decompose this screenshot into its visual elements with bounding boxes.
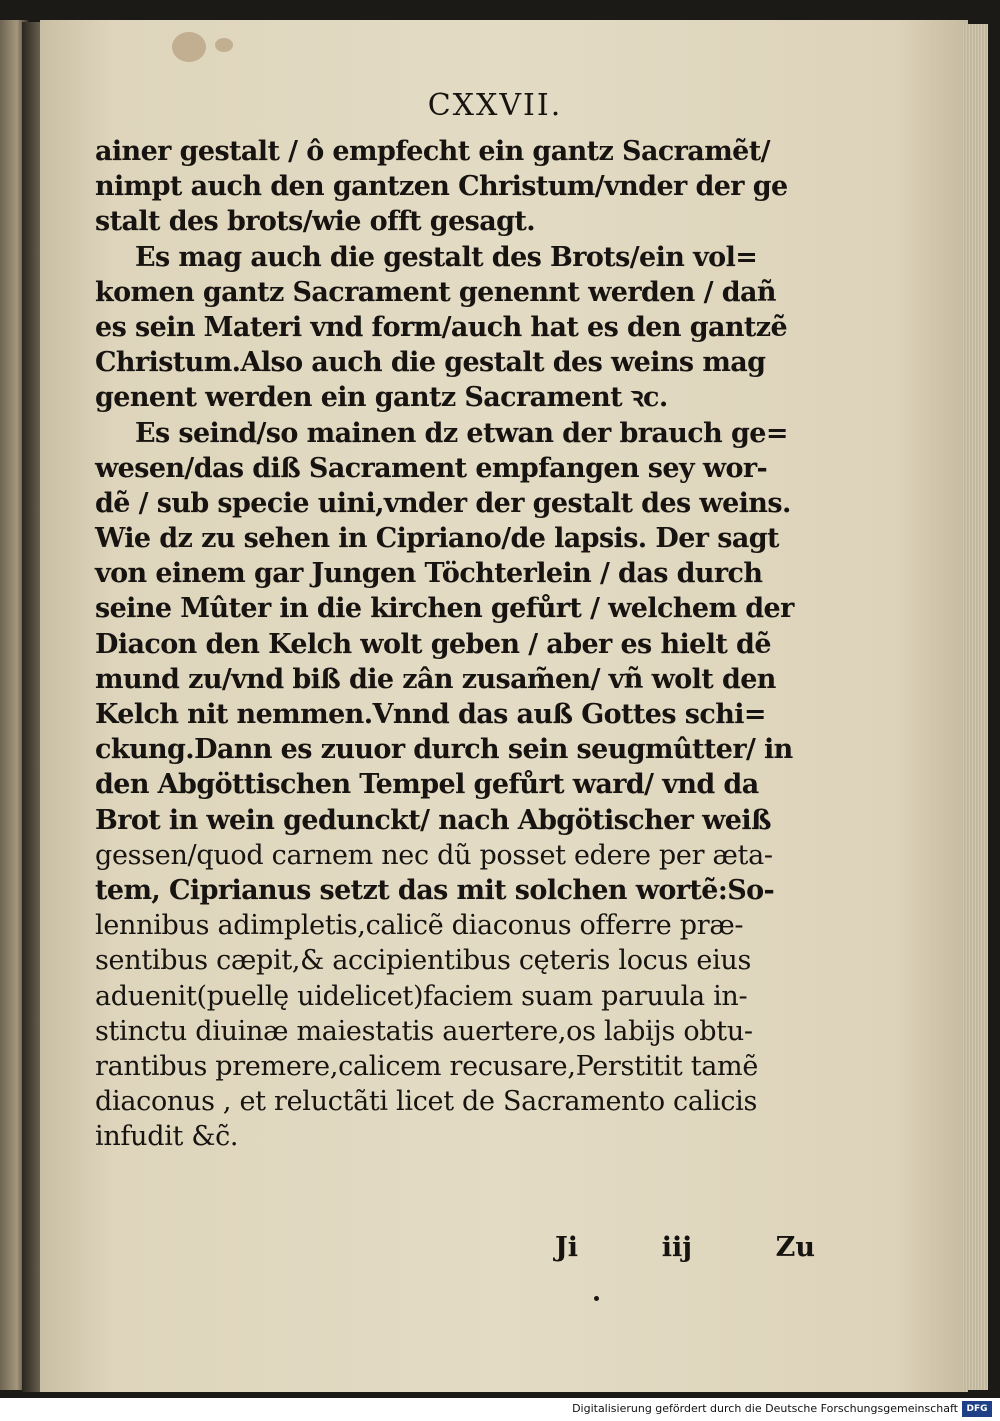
text-line: es sein Materi vnd form/auch hat es den gantzẽ [95, 311, 788, 343]
text-line: diaconus , et reluctãti licet de Sacramento calicis [95, 1086, 758, 1118]
text-line: gessen/quod carnem nec dũ posset edere per æta- [95, 839, 773, 871]
text-line: nimpt auch den gantzen Christum/vnder der ge [95, 171, 788, 203]
paper-stain [215, 38, 233, 52]
text-line: Es seind/so mainen dz etwan der brauch ge= [135, 417, 788, 449]
text-line: ainer gestalt / ô empfecht ein gantz Sacramẽt/ [95, 136, 770, 167]
page-edges [962, 24, 988, 1390]
signature-line [555, 1232, 815, 1263]
signature-mark: Ji [555, 1232, 579, 1263]
text-line: aduenit(puellę uidelicet)faciem suam paruula in- [95, 980, 748, 1012]
text-line: Es mag auch die gestalt des Brots/ein vol= [135, 241, 758, 273]
text-line: infudit &c̃. [95, 1121, 239, 1153]
text-line: sentibus cæpit,& accipientibus cęteris locus eius [95, 945, 752, 977]
dfg-logo: DFG [962, 1401, 992, 1417]
text-line: genent werden ein gantz Sacrament ꝛc. [95, 382, 668, 414]
text-line: Kelch nit nemmen.Vnnd das auß Gottes schi= [95, 699, 766, 730]
text-line: komen gantz Sacrament genennt werden / dañ [95, 276, 776, 308]
text-line: stalt des brots/wie offt gesagt. [95, 206, 536, 238]
text-line: dẽ / sub specie uini,vnder der gestalt des weins. [95, 487, 791, 519]
text-line: ckung.Dann es zuuor durch sein seugmûtter/ in [95, 734, 793, 766]
text-line: Diacon den Kelch wolt geben / aber es hielt dẽ [95, 628, 771, 660]
text-line: Christum.Also auch die gestalt des weins mag [95, 347, 766, 379]
paper-stain [172, 32, 206, 62]
page-text [95, 88, 815, 1154]
text-line: rantibus premere,calicem recusare,Perstitit tamẽ [95, 1050, 759, 1082]
leaf-number: iij [661, 1232, 692, 1263]
ink-dot [594, 1296, 599, 1301]
text-line: tem, Ciprianus setzt das mit solchen wortẽ:So- [95, 874, 775, 906]
text-line: den Abgöttischen Tempel gefůrt ward/ vnd da [95, 769, 759, 801]
text-line: wesen/das diß Sacrament empfangen sey wor- [95, 452, 768, 484]
catchword: Zu [775, 1232, 815, 1263]
text-line: von einem gar Jungen Töchterlein / das durch [95, 558, 763, 590]
text-line: stinctu diuinæ maiestatis auertere,os labijs obtu- [95, 1015, 753, 1047]
text-line: Wie dz zu sehen in Cipriano/de lapsis. Der sagt [95, 523, 779, 555]
text-line: mund zu/vnd biß die zân zusam̃en/ vñ wolt den [95, 663, 776, 695]
text-line: Brot in wein gedunckt/ nach Abgötischer weiß [95, 804, 771, 836]
text-line: seine Mûter in die kirchen gefůrt / welchem der [95, 593, 794, 625]
funding-credit: Digitalisierung gefördert durch die Deutsche Forschungsgemeinschaft [572, 1402, 958, 1415]
folio-number: CXXVII. [427, 88, 563, 123]
text-line: lennibus adimpletis,calicẽ diaconus offerre præ- [95, 910, 744, 942]
footer-bar [0, 1398, 1000, 1421]
